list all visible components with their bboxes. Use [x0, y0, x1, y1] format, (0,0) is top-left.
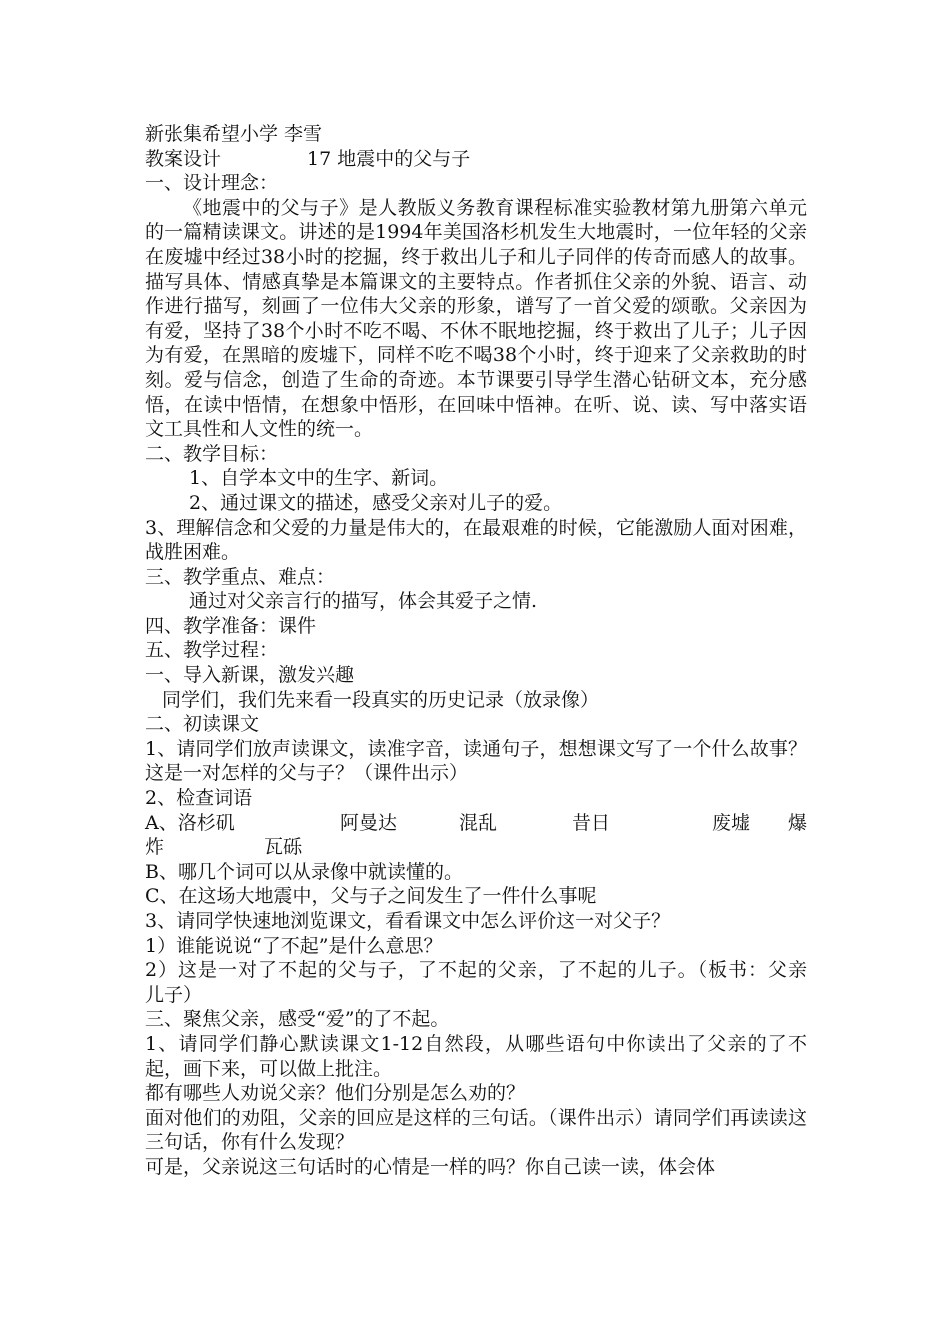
focus-father-line-2: 都有哪些人劝说父亲？他们分别是怎么劝的？: [145, 1082, 526, 1105]
goal-3: 3、理解信念和父爱的力量是伟大的，在最艰难的时候，它能激励人面对困难，战胜困难。: [145, 516, 807, 564]
first-reading-question-1: 1）谁能说说“了不起”是什么意思？: [145, 934, 443, 957]
vocab-word: 爆: [788, 811, 808, 834]
section-key-points-title: 三、教学重点、难点：: [145, 565, 336, 588]
lesson-header: [145, 147, 807, 172]
section-process-title: 五、教学过程：: [145, 639, 279, 662]
vocab-word: 废墟: [712, 811, 751, 834]
first-reading-item-1: 1、请同学们放声读课文，读准字音，读通句子，想想课文写了一个什么故事？这是一对怎样的父与子？（课件出示）: [145, 737, 807, 785]
section-teaching-goals-title: 二、教学目标：: [145, 442, 279, 465]
first-reading-item-2: 2、检查词语: [145, 787, 253, 810]
section-preparation-title: 四、教学准备：课件: [145, 614, 317, 637]
vocabulary-row-2: [145, 835, 807, 860]
process-intro-body: 同学们，我们先来看一段真实的历史记录（放录像）: [162, 688, 600, 711]
focus-father-line-4: 可是，父亲说这三句话时的心情是一样的吗？你自己读一读，体会体: [145, 1155, 716, 1178]
vocab-word: A、洛杉矶: [145, 811, 235, 834]
school-author-line: 新张集希望小学 李雪: [145, 123, 323, 145]
doc-type: 教案设计: [145, 147, 222, 170]
goal-2: 2、通过课文的描述，感受父亲对儿子的爱。: [189, 491, 563, 514]
first-reading-item-3: 3、请同学快速地浏览课文，看看课文中怎么评价这一对父子？: [145, 910, 671, 932]
key-points-body: 通过对父亲言行的描写，体会其爱子之情.: [189, 590, 538, 613]
process-focus-father-title: 三、聚焦父亲，感受“爱”的了不起。: [145, 1008, 450, 1031]
design-concept-paragraph: 《地震中的父与子》是人教版义务教育课程标准实验教材第九册第六单元的一篇精读课文。讲述的是1994年美国洛杉机发生大地震时，一位年轻的父亲在废墟中经过38小时的挖掘，终于救出儿子和儿子同伴的传奇而感人的故事。描写具体、情感真挚是本篇课文的主要特点。作者抓住父亲的外貌、语言、动作进行描写，刻画了一位伟大父亲的形象，谱写了一首父爱的颂歌。父亲因为有爱，坚持了38个小时不吃不喝、不休不眠地挖掘，终于救出了儿子；儿子因为有爱，在黑暗的废墟下，同样不吃不喝38个小时，终于迎来了父亲救助的时刻。爱与信念，创造了生命的奇迹。本节课要引导学生潜心钻研文本，充分感悟，在读中悟情，在想象中悟形，在回味中悟神。在听、说、读、写中落实语文工具性和人文性的统一。: [145, 196, 807, 441]
first-reading-b: B、哪几个词可以从录像中就读懂的。: [145, 860, 463, 883]
vocab-word: 瓦砾: [264, 836, 303, 859]
first-reading-question-2: 2）这是一对了不起的父与子，了不起的父亲，了不起的儿子。（板书：父亲 儿子）: [145, 959, 846, 1006]
section-design-concept-title: 一、设计理念：: [145, 172, 279, 195]
lesson-title: 17 地震中的父与子: [307, 147, 471, 170]
goal-1: 1、自学本文中的生字、新词。: [189, 467, 449, 490]
focus-father-item-1: 1、请同学们静心默读课文1-12自然段，从哪些语句中你读出了父亲的了不起，画下来，可以做上批注。: [145, 1032, 807, 1080]
vocab-word: 阿曼达: [340, 811, 398, 834]
vocab-word: 炸: [145, 836, 165, 859]
vocabulary-row-1: [145, 811, 807, 836]
focus-father-line-3: 面对他们的劝阻，父亲的回应是这样的三句话。（课件出示）请同学们再读读这三句话，你有什么发现？: [145, 1106, 807, 1154]
process-intro-title: 一、导入新课，激发兴趣: [145, 664, 355, 687]
vocab-word: 混乱: [459, 811, 498, 834]
document-page: [145, 122, 846, 1180]
vocab-word: 昔日: [572, 811, 611, 834]
first-reading-c: C、在这场大地震中，父与子之间发生了一件什么事呢: [145, 885, 597, 908]
process-first-reading-title: 二、初读课文: [145, 713, 260, 736]
